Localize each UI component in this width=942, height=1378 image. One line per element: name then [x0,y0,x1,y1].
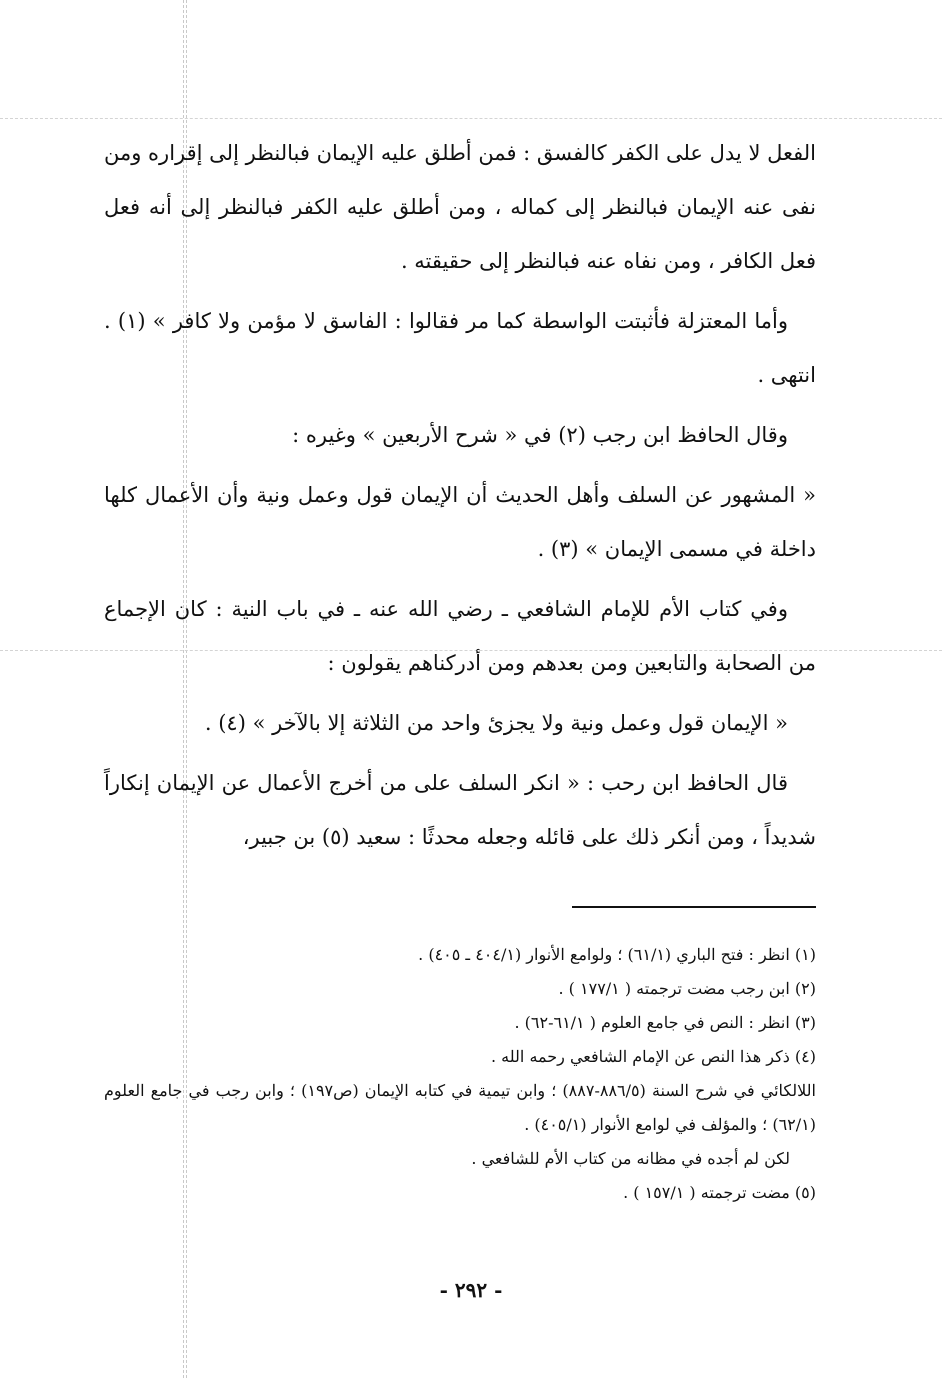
quotation: « الإيمان قول وعمل ونية ولا يجزئ واحد من الثلاثة إلا بالآخر » (٤) . [204,711,788,735]
main-text [104,126,816,870]
footnotes [104,938,816,1210]
footnote-continuation: لكن لم أجده في مظانه من كتاب الأم للشافعي . [471,1149,790,1168]
footnote: (٢) ابن رجب مضت ترجمته ( ١٧٧/١ ) . [558,979,816,998]
footnote: (٥) مضت ترجمته ( ١٥٧/١ ) . [623,1183,816,1202]
paragraph: وقال الحافظ ابن رجب (٢) في « شرح الأربعين » وغيره : [292,423,788,447]
footnote: (١) انظر : فتح الباري (٦١/١) ؛ ولوامع الأنوار (٤٠٤/١ ـ ٤٠٥) . [418,945,816,964]
footnote-separator [572,906,816,908]
paragraph: الفعل لا يدل على الكفر كالفسق : فمن أطلق عليه الإيمان فبالنظر إلى إقراره ومن نفى عنه الإيمان فبالنظر إلى كماله ، ومن أطلق عليه الكفر فبالنظر إلى أنه فعل فعل الكافر ، ومن نفاه عنه فبالنظر إلى حقيقته . [104,141,816,273]
scan-guide-line [0,118,942,119]
paragraph: وفي كتاب الأم للإمام الشافعي ـ رضي الله عنه ـ في باب النية : كان الإجماع من الصحابة والتابعين ومن بعدهم ومن أدركناهم يقولون : [104,597,816,675]
footnote-continuation: اللالكائي في شرح السنة (٨٨٦/٥-٨٨٧) ؛ وابن تيمية في كتابه الإيمان (ص١٩٧) ؛ وابن رجب في جامع العلوم (٦٢/١) ؛ والمؤلف في لوامع الأنوار (٤٠٥/١) . [104,1081,816,1134]
paragraph: وأما المعتزلة فأثبتت الواسطة كما مر فقالوا : الفاسق لا مؤمن ولا كافر » (١) . انتهى . [104,309,816,387]
footnote: (٤) ذكر هذا النص عن الإمام الشافعي رحمه الله . [490,1047,816,1066]
footnote: (٣) انظر : النص في جامع العلوم ( ٦١/١-٦٢) . [514,1013,816,1032]
paragraph: قال الحافظ ابن رحب : « انكر السلف على من أخرج الأعمال عن الإيمان إنكاراً شديداً ، ومن أنكر ذلك على قائله وجعله محدثًا : سعيد (٥) بن جبير، [104,771,816,849]
page-number: - ٢٩٢ - [439,1278,503,1302]
quotation: « المشهور عن السلف وأهل الحديث أن الإيمان قول وعمل ونية وأن الأعمال كلها داخلة في مسمى الإيمان » (٣) . [104,483,816,561]
